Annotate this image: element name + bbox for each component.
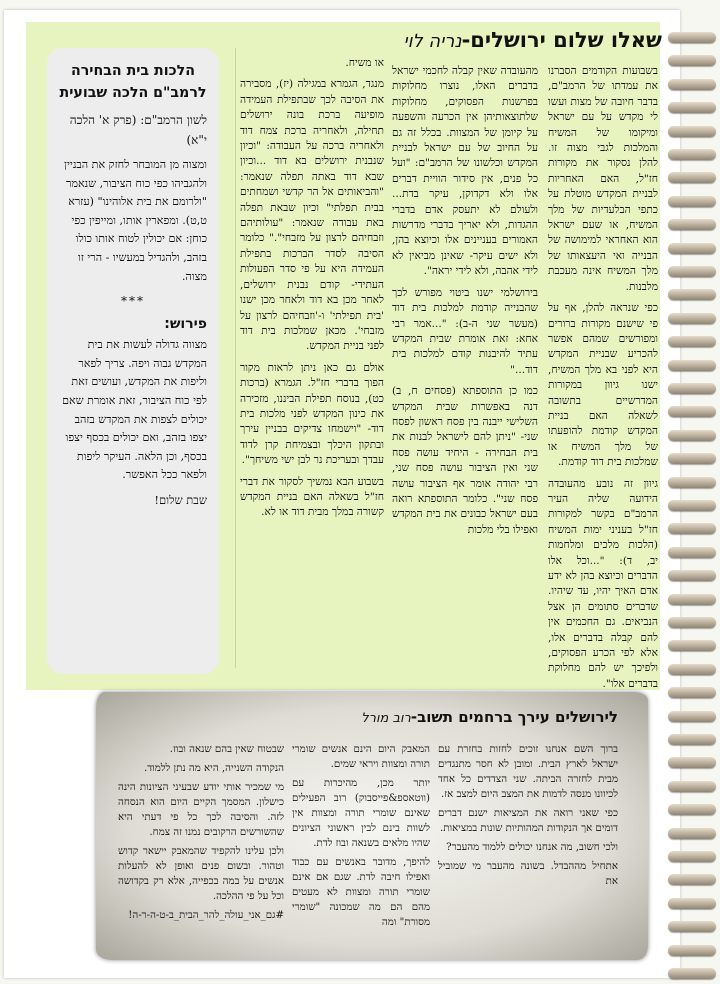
binding-ring: [668, 102, 716, 113]
binding-ring: [668, 640, 716, 651]
binding-ring: [668, 828, 716, 839]
binding-ring: [668, 804, 716, 815]
binding-ring: [668, 664, 716, 675]
article-paragraph: כמו כן התוספתא (פסחים ח, ב) דנה באפשרות שבית המקדש השלישי ייבנה בין פסח ראשון לפסח שני- "ניתן להם לישראל לבנות את בית הבחירה - היחיד עושה פסח שני ואין הציבור עושה פסח שני, רבי יהודה אומר אף הציבור עושה פסח שני". כלומר התוספתא רואה בעם ישראל כבונים את בית המקדש ואפילו בלי מלכות: [392, 385, 538, 536]
binding-ring: [668, 126, 716, 137]
scroll-paragraph: כפי שאני רואה את המציאות ישנם דברים דומים אך הנקודות המהותיות שונות במציאות.: [438, 808, 618, 834]
scroll-column-1: [438, 742, 618, 946]
article-column-3: [240, 56, 384, 670]
binding-ring: [668, 289, 716, 300]
binding-ring: [668, 196, 716, 207]
binding-ring: [668, 781, 716, 792]
binding-ring: [668, 360, 716, 371]
article-author: נריה לוי: [403, 31, 462, 52]
scroll-paragraph: מי שמכיר אותי יודע שבעיני הציונות הינה כישלון. המסמך הקיים היום הוא הנסחה לזה. והסיבה לכך כל פי דעתי היא שהשורשים הרקובים נמנו זה צמח.: [118, 782, 284, 838]
halacha-sidebar: [47, 48, 219, 674]
sidebar-heading: הלכות בית הבחירה לרמב"ם הלכה שבועית: [59, 63, 207, 101]
binding-ring: [668, 453, 716, 464]
binding-ring: [668, 79, 716, 90]
scroll-paragraph: המאבק היום הינם אנשים שומרי תורה ומצוות ויראי שמים.: [292, 744, 430, 770]
binding-ring: [668, 687, 716, 698]
scroll-paragraph: אתחיל מההבדל. בשונה מהעבר מי שמוביל את: [438, 861, 618, 887]
scroll-paragraph: ברוך השם אנחנו זוכים לחזות בחזרת עם ישראל לארץ הבית. ומובן לא חסר מתנגדים מבית לחזרה הביתה. שני הצדדים כל אחד לכיוונו מנסה לדמות את המצב היום למצב אז.: [438, 744, 618, 800]
article-paragraph: מנגד, הגמרא במגילה (יז), מסבירה את הסיבה לכך שבתפילת העמידה מופיעה ברכת בונה ירושלים תחילה, ולאחריה ברכת צמח דוד ולאחריה ברכה על העבודה: "וכיון שנבנית ירושלים בא דוד ...וכיון שבא דוד באתה תפלה שנאמר: "והביאותים אל הר קדשי ושמחתים בבית תפלתי" וכיון שבאת תפלה באת עבודה שנאמר: "עולותיהם וזבחיהם לרצון על מזבחי"." כלומר הסיבה לסדר הברכות בתפילת העמידה היא על פי סדר הפעולות העתידי- קודם נבנית ירושלים, לאחר מכן בא דוד ולאחר מכן ישנו 'בית תפילתי' ו-'וזבחיהם לרצון על מזבחי'. מכאן שמלכות בית דוד לפני בניית המקדש.: [240, 78, 384, 353]
binding-ring: [668, 945, 716, 956]
sidebar-sign-off: שבת שלום!: [154, 492, 207, 507]
article-paragraph: כפי שנראה להלן, אף על פי שישנם מקורות ברורים ומפורשים שמהם אפשר להכריע שבניית המקדש היא לפני בא מלך המשיח, ישנו גיוון במקורות המדרשיים בתשובה לשאלה האם בניית המקדש קודמת להופעתו של מלך המשיח או שמלכות בית דוד קודמת.: [548, 302, 658, 469]
binding-ring: [668, 406, 716, 417]
binding-ring: [668, 500, 716, 511]
binding-ring: [668, 219, 716, 230]
spiral-binding: [668, 14, 720, 974]
binding-ring: [668, 968, 716, 979]
article-paragraph: בשבועות הקודמים הסברנו את עמדתו של הרמב"ם, בדבר חיובה של מצות ועשו לי מקדש על עם ישראל ומיקומו של המשיח והמלכות לגבי מצוה זו. להלן נסקור את מקורות חז"ל, האם האחריות לבניית המקדש מוטלת על כתפי הבלעדיות של מלך המשיח, או שעם ישראל הוא האחראי למימושה של הבנייה ואי היעצאותו של מלך המשיח אינה מעכבת מלבנות.: [548, 65, 658, 293]
article-paragraph: בירושלמי ישנו ביטוי מפורש לכך שהבנייה קודמת למלכות בית דוד (מעשר שני ה-ב): "...אמר רבי אחא: זאת אומרת שבית המקדש עתיד להיבנות קודם למלכות בית דוד...": [392, 286, 538, 376]
article-column-1: [548, 64, 658, 690]
binding-ring: [668, 851, 716, 862]
binding-ring: [668, 430, 716, 441]
sidebar-divider: ***: [121, 294, 145, 309]
binding-ring: [668, 547, 716, 558]
binding-ring: [668, 570, 716, 581]
binding-ring: [668, 172, 716, 183]
scroll-column-3: [118, 742, 284, 946]
binding-ring: [668, 32, 716, 43]
binding-ring: [668, 734, 716, 745]
sidebar-explanation: מצווה גדולה לעשות את בית המקדש גבוה ויפה. צריך לפאר וליפות את המקדש, ועושים זאת לפי כוח הציבור, זאת אומרת שאם יכולים לצפות את המקדש בזהב יצפו בזהב, ואם יכולים בכסף יצפו בכסף, וכן הלאה. העיקר ליפות ולפאר ככל האפשר.: [62, 338, 207, 482]
binding-ring: [668, 921, 716, 932]
article-paragraph: גיוון זה נובע מהעובדה הידועה שליה העיר הרמב"ם בקשר למקורות חז"ל בעניני ימות המשיח (הלכות מלכים ומלחמות יב, ד): "...וכל אלו הדברים וכיוצא בהן לא ידע אדם האיך יהיו, עד שיהיו. שדברים סתומים הן אצל הנביאים. גם החכמים אין להם קבלה בדברים אלו, אלא לפי הכרע הפסוקים, ולפיכך יש להם מחלוקת בדברים אלו".: [548, 477, 658, 690]
binding-ring: [668, 617, 716, 628]
scroll-paragraph: ולכן עלינו להקפיד שהמאבק יישאר קדוש וטהור. ובשום פנים ואופן לא להעלות אנשים על במה בכפייה, אלא רק בקדושה וכל על פי ההלכה.: [118, 846, 284, 902]
binding-ring: [668, 383, 716, 394]
binding-ring: [668, 523, 716, 534]
scroll-paragraph: הנקודה השנייה, היא מה נתן ללמוד.: [144, 763, 284, 774]
column-divider: [235, 48, 236, 668]
scroll-title: [258, 708, 618, 734]
article-column-2: [392, 64, 538, 684]
binding-ring: [668, 243, 716, 254]
sidebar-source: לשון הרמב"ם: (פרק א' הלכה י"א): [69, 113, 207, 147]
scroll-paragraph: יותר מכן, מהיכרות עם (ווטאספ&פייסבוק) רוב הפעילים שאינם שומרי תורה ומצוות אין לשוות בינם לבין ראשוני הציונים שהיו מלאים בשנאה ובוז לדת.: [292, 778, 430, 849]
sidebar-quote: ומצוה מן המובחר לחזק את הבניין ולהגביהו כפי כוח הציבור, שנאמר "ולרומם את בית אלוהינו" (עזרא ט,ט). ומפארין אותו, ומייפין כפי כוחן: אם יכולין לטוח אותו כולו בזהב, ולהגדיל במעשיו - הרי זו מצוה.: [64, 158, 207, 283]
binding-ring: [668, 336, 716, 347]
binding-ring: [668, 874, 716, 885]
article-title-text: שאלו שלום ירושלים-: [461, 28, 662, 52]
scroll-paragraph: ולכי חשוב, מה אנחנו יכולים ללמוד מהעבר?: [446, 842, 618, 853]
scroll-title-text: לירושלים עירך ברחמים תשוב-: [410, 708, 618, 726]
binding-ring: [668, 757, 716, 768]
sidebar-subheading: פירוש:: [164, 316, 207, 333]
binding-ring: [668, 898, 716, 909]
binding-ring: [668, 313, 716, 324]
article-paragraph: מהעובדה שאין קבלה לחכמי ישראל בדברים האלו, נוצרו מחלוקות בפרשנות הפסוקים, מחלוקות שלתוצאותיהן אין הכרעה והשפעה על קיומן של המצוות. בכלל זה גם על החיוב של עם ישראל לבניית המקדש וכלשונו של הרמב"ם: "ועל כל פנים, אין סידור הוויית דברים אלו ולא דקדוקן, עיקר בדת... ולעולם לא יתעסק אדם בדברי ההגדות, ולא יאריך בדברי מדרשות האמורים בעניינים אלו וכיוצא בהן, ולא ישים עיקר- שאינן מביאין לא לידי אהבה, ולא לידי יראה".: [392, 65, 538, 278]
scroll-paragraph: שבטוח שאין בהם שנאה ובוז.: [169, 744, 284, 755]
article-paragraph: אולם גם כאן ניתן לראות מקור הפוך בדברי חז"ל. הגמרא (ברכות כט), בנוסח תפילת הביננו, מזכירה את כינון המקדש לפני מלכות בית דוד- "וישמחו צדיקים בבניין עירך ובתקון היכלך ובצמיחת קרן לדוד עבדך ובעריכת נר לבן ישי משיחך".: [240, 361, 384, 467]
scroll-paragraph: #גם_אני_עולה_להר_הבית_ב-ט-ה-ר-ה!: [128, 910, 284, 921]
binding-ring: [668, 594, 716, 605]
binding-ring: [668, 266, 716, 277]
binding-ring: [668, 477, 716, 488]
article-paragraph: בשבוע הבא נמשיך לסקור את דברי חז"ל בשאלה האם בניית המקדש קשורה במלך מבית דוד או לא.: [240, 475, 384, 519]
scroll-author: רוב מורל: [361, 711, 411, 726]
scroll-paragraph: להיפך, מדובר באנשים עם כבוד ואפילו חיבה לדת. שגם אם אינם שומרי תורה ומצוות לא מעטים מהם הם מה שמכונה "שומרי מסורת" ומה: [292, 857, 430, 928]
binding-ring: [668, 711, 716, 722]
binding-ring: [668, 149, 716, 160]
article-paragraph: או משיח.: [345, 57, 384, 69]
binding-ring: [668, 55, 716, 66]
scroll-column-2: [292, 742, 430, 946]
